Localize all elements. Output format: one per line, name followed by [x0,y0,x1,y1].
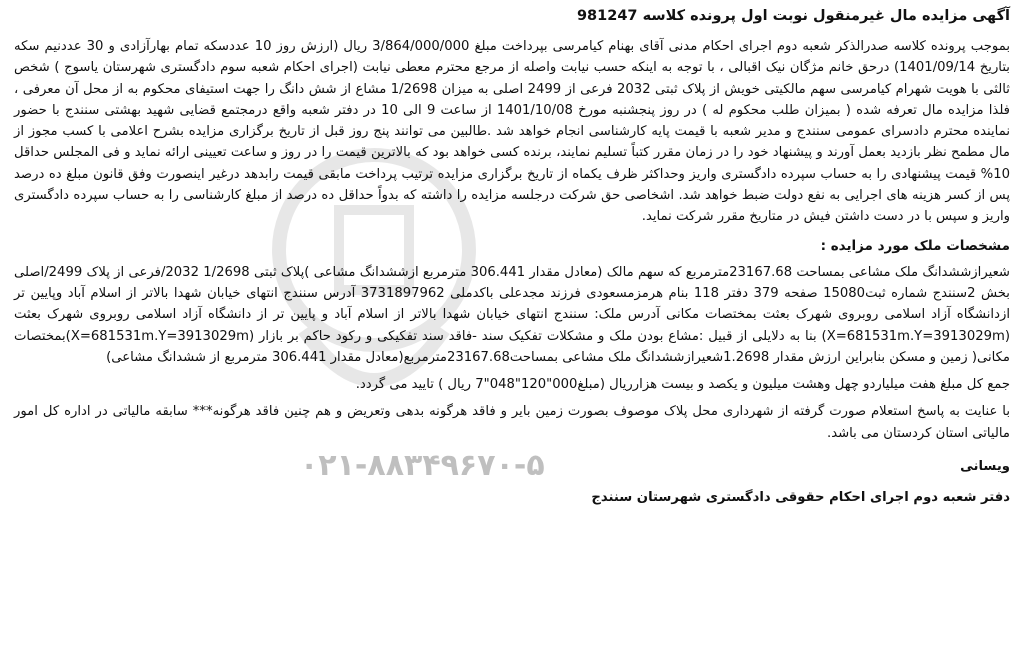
watermark-phone: ۰۲۱-۸۸۳۴۹۶۷۰-۵ [300,448,545,483]
property-paragraph: شعیرازششدانگ ملک مشاعی بمساحت 23167.68مترمربع که سهم مالک (معادل مقدار 306.441 مترمربع ازششدانگ مشاعی )پلاک ثبتی 1/2698 2032/فرعی از پلاک 2499/اصلی بخش 2سنندج شماره ثبت15080 صفحه 379 دفتر 118 بنام هرمزمسعودی فرزند مجدعلی باکدملی 3731897962 آدرس سنندج انتهای خیابان شهدا بالاتر از اسلام آباد وپایین تر ازدانشگاه آزاد اسلامی روبروی شهرک بعثت بمختصات مکانی آدرس ملک: سنندج انتهای خیابان شهدا بالاتر از اسلام آباد و پایین تر از دانشگاه آزاد اسلامی روبروی شهرک بعثت (X=681531m.Y=3913029m) بنا به دلایلی از قبیل :مشاع بودن ملک و مشکلات تفکیک سند -فاقد سند تفکیکی و رکود حاکم بر بازار (X=681531m.Y=3913029m)بمختصات مکانی( زمین و مسکن بنابراین ارزش مقدار 1.2698شعیرازششدانگ ملک مشاعی بمساحت23167.68مترمربع(معادل مقدار 306.441 مترمربع از ششدانگ مشاعی) [14,264,1010,365]
notice-title: آگهی مزایده مال غیرمنقول نوبت اول پرونده کلاسه 981247 [576,8,1010,24]
intro-paragraph: بموجب پرونده کلاسه صدرالذکر شعبه دوم اجرای احکام مدنی آقای بهنام کیامرسی بپرداخت مبلغ 3/864/000/000 ریال (ارزش روز 10 عددسکه تمام بهارآزادی و 30 عددنیم سکه بتاریخ 1401/09/14) درحق خانم مژگان نیک اقبالی ، با توجه به اینکه حسب نیابت واصله از مرجع محترم معطی نیابت (اجرای احکام شعبه سوم دادگستری شهرستان یاسوج ) شخص ثالثی با هویت شهرام کیامرسی سهم مالکیتی خویش از پلاک ثبتی 2032 فرعی از 2499 اصلی به میزان 1/2698 مشاع از شش دانگ را جهت استیفای محکوم به از محل آن معرفی ، فلذا مزایده مال تعرفه شده ( بمیزان طلب محکوم له ) در روز پنجشنبه مورخ 1401/10/08 از ساعت 9 الی 10 در دفتر شعبه واقع درمجتمع قضایی شهید بهشتی سنندج با حضور نماینده محترم دادسرای عمومی سنندج و مدیر شعبه با قیمت پایه کارشناسی انجام خواهد شد .طالبین می توانند پنج روز قبل از تاریخ برگزاری مزایده بشرح اعلامی با کسب مجوز از مال مطمح نظر بازدید بعمل آورند و پیشنهاد خود را در زمان مقرر کتباً تسلیم نمایند، برنده کسی خواهد بود که بالاترین قیمت را در روز و ساعت تعیینی ارائه نماید و فی المجلس حداقل 10% قیمت پیشنهادی را به حساب سپرده دادگستری واریز وحداکثر ظرف یکماه از تاریخ برگزاری مزایده ترتیب پرداخت مابقی قیمت رابدهد درغیر اینصورت وفق قانون مبلغ ده درصد پس از کسر هزینه های اجرایی به نفع دولت ضبط خواهد شد. اشخاصی حق شرکت درجلسه مزایده را داشته که بدواً حداقل ده درصد از مبلغ کارشناسی را به حساب سپرده دادگستری واریز و سپس با در دست داشتن فیش در متاریخ مقرر شرکت نماید. [14,39,1010,225]
signature-word: ویسانی [960,459,1010,475]
office-line: دفتر شعبه دوم اجرای احکام حقوقی دادگستری شهرستان سنندج [591,490,1010,506]
note-paragraph: با عنایت به پاسخ استعلام صورت گرفته از شهرداری محل پلاک موصوف بصورت زمین بایر و فاقد هرگونه بدهی وتعریض و هم چنین فاقد هرگونه*** سابقه مالیاتی در اداره کل امور مالیاتی استان کردستان می باشد. [14,404,1010,441]
total-amount-line: جمع کل مبلغ هفت میلیاردو چهل وهشت میلیون و یکصد و بیست هزارریال (مبلغ000"120"048"7 ریال ) تایید می گردد. [355,377,1010,393]
property-heading: مشخصات ملک مورد مزایده : [820,237,1010,254]
